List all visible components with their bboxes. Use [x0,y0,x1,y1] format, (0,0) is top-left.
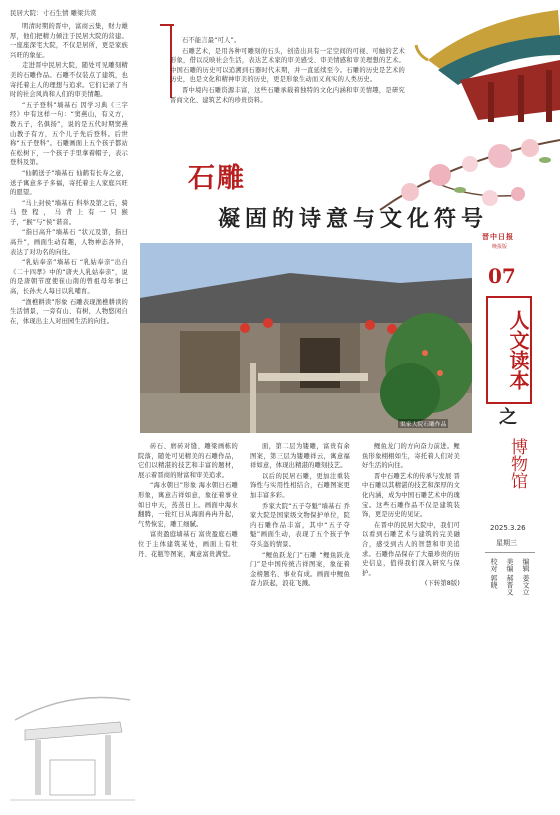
paper-name: 晋中日报 [482,232,514,241]
intro-accent-rule-top [160,24,174,26]
courtyard-photo [140,243,472,433]
left-paragraph: 走进晋中民居大院，随处可见雕刻精美的石雕作品。石雕不仅装点了建筑，也寄托着主人的理想与追求。它们记录了当时的社会风尚和人们的审美情趣。 [10,62,128,99]
article-paragraph: “海水朝日”形象 海水朝日石雕形象，寓意吉祥如意，象征着事业如日中天，蒸蒸日上。画面中海水翻腾，一轮红日从海面冉冉升起，气势恢宏，雕工细腻。 [138,482,238,528]
article-column-2 [250,442,350,807]
headline-sub: 凝固的诗意与文化符号 [218,206,489,232]
left-paragraph: “乳姑奉亲”墙基石 “乳姑奉亲”出自《二十四孝》中的“唐夫人乳姑奉亲”，说的是唐朝节度使崔山南的曾祖母年事已高，长孙夫人每日以乳哺育。 [10,259,128,296]
left-paragraph: 明清时期的晋中，富商云集，财力雄厚，他们把精力倾注于民居大院的营建。一座座深宅大院，不仅是居所，更是家族兴旺的象征。 [10,23,128,59]
intro-paragraph: 石雕艺术，是用各种可雕刻的石头，创造出具有一定空间的可视、可触的艺术形象，借以反映社会生活，表达艺术家的审美感受、审美情感和审美理想的艺术。中国石雕的历史可以追溯到石器时代末期，并一直延续至今。石雕的历史是艺术的历史，也是文化和精神审美的历史，更是形象生动而又真实的人类历史。 [170,47,405,84]
paper-edition: 晚报版 [492,244,508,250]
article-column-3 [362,442,460,807]
article-paragraph: 砖石、磨砖对缝、雕梁画栋的院落，随处可见精美的石雕作品，它们以精湛的技艺和丰富的题材，展示着晋商的财富和审美追求。 [138,443,238,479]
left-article-column [10,22,128,662]
photo-caption: 渠家大院石雕作品 [398,419,448,428]
left-paragraph: “指日高升”墙基石 “状元及第，指日高升”，画面生动有趣，人物神态各异，表达了对功名的向往。 [10,229,128,256]
intro-paragraph: 晋中境内石雕资源丰富，这些石雕承载着独特的文化内涵和审美情趣，是研究晋商文化、建筑艺术的珍贵资料。 [170,86,405,104]
article-paragraph: 面，第二层为镂雕，富贵有余图案，第三层为镂雕祥云，寓意福祥如意，体现出精湛的雕刻技艺。 [250,443,350,470]
intro-text [170,36,405,104]
section-title: 人文读本 [486,296,532,404]
article-column-1 [138,442,238,807]
column-name: 博物馆 [507,437,527,489]
traditional-gate-sketch [10,660,135,810]
article-paragraph: 在晋中的民居大院中，我们可以看到石雕艺术与建筑的完美融合，感受到古人的智慧和审美追求。石雕作品保存了大量珍贵的历史信息，值得我们深入研究与保护。 [362,521,460,577]
sidebar-divider [485,552,535,553]
article-paragraph: “鲤鱼跃龙门”石雕 “鲤鱼跃龙门”是中国传统吉祥图案，象征着金榜题名、事业有成。画面中鲤鱼奋力跃起，浪花飞溅。 [250,551,350,588]
issue-date: 2025.3.26 [490,524,526,532]
article-paragraph: 晋中石雕艺术的传承与发展 晋中石雕以其精湛的技艺和深厚的文化内涵，成为中国石雕艺术中的瑰宝。这些石雕作品不仅是建筑装饰，更是历史的见证。 [362,472,460,519]
article-paragraph: 鲤鱼龙门的方向奋力前进。鲤鱼形象栩栩如生，寄托着人们对美好生活的向往。 [362,443,460,470]
page-number: 07 [488,264,516,288]
issue-weekday: 星期三 [496,539,517,547]
article-paragraph: 富贵盈庭墙基石 富贵盈庭石雕位于主体建筑某处，画面上有牡丹、花瓶等图案，寓意富贵满堂。 [138,531,238,558]
headline-main: 石雕 [188,163,246,194]
left-paragraph: “渔樵耕读”形象 石雕表现渔樵耕读的生活情景，一旁有山、有树，人物悠闲自在，体现出主人对田园生活的向往。 [10,298,128,325]
credit-editor: 编辑 姜文立 [522,558,530,596]
credit-proofreader: 校对 郭晓 [490,558,498,589]
article-paragraph: 以后的民居石雕，更加注重装饰性与实用性相结合，石雕图案更加丰富多彩。 [250,472,350,499]
continued-note: (下转第8版) [424,580,460,588]
left-paragraph: “五子登科”墙基石 因学习典《三字经》中有这样一句：“窦燕山，有义方，教五子，名俱扬”，说的是五代时期窦燕山教子有方，五个儿子先后登科。后世称“五子登科”。石雕画面上五个孩子都站在松树下，一个孩子手里拿着帽子，表示登科及第。 [10,101,128,167]
credit-designer: 美编 郝晋义 [506,558,514,596]
left-kicker: 民居大院：寸石生情 雕梁共赏 [10,9,97,17]
left-paragraph: “仙鹤送子”墙基石 仙鹤有长寿之意，送子寓意多子多福，寄托着主人家庭兴旺的愿望。 [10,169,128,197]
intro-paragraph: 石不能言最“可人”。 [182,37,241,44]
article-paragraph: 乔家大院“五子夺魁”墙基石 乔家大院是国家级文物保护单位，院内石雕作品丰富，其中“五子夺魁”画面生动，表现了五个孩子争夺头盔的情景。 [250,502,350,548]
section-connector: 之 [499,407,517,428]
left-paragraph: “马上封侯”墙基石 科举及第之后，骑马登程，马背上有一只猴子，“猴”与“侯”谐音。 [10,199,128,226]
